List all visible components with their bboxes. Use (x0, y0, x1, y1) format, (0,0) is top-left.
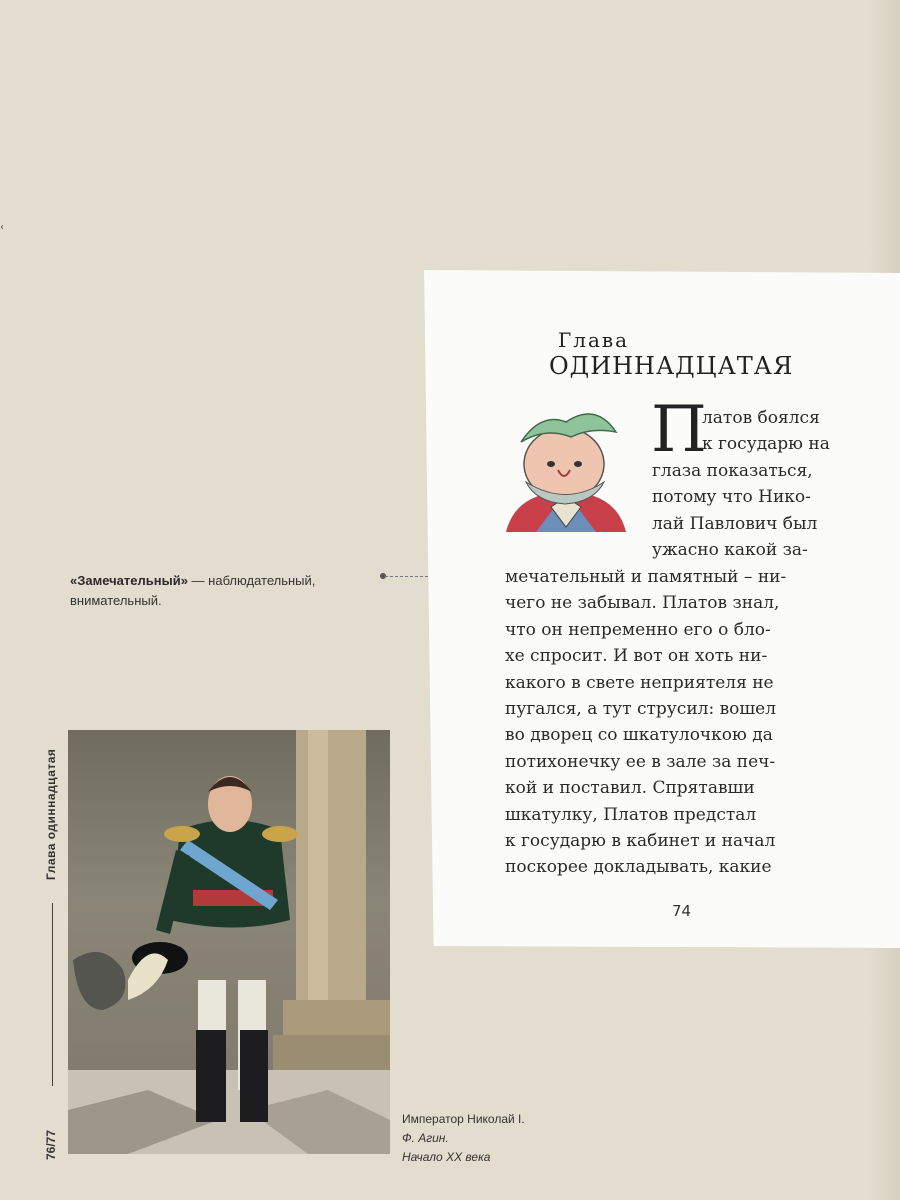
text-line: поскорее докладывать, какие (505, 857, 772, 878)
text-line: шкатулку, Платов предстал (505, 804, 757, 825)
running-head-chapter: Глава одиннадцатая (44, 748, 58, 880)
text-block-full (505, 564, 875, 881)
chapter-label: Глава (558, 328, 630, 352)
page-number: 74 (672, 902, 692, 920)
text-line: потому что Нико- (652, 487, 811, 508)
emperor-portrait (68, 730, 390, 1154)
text-line: латов боялся (702, 408, 820, 428)
text-line: потихонечку ее в зале за печ- (505, 751, 776, 772)
glossary-note (70, 571, 390, 611)
text-line: глаза показаться, (652, 461, 813, 481)
drop-cap: П (651, 393, 707, 467)
page-margin-mark: ‹ (0, 222, 4, 233)
text-line: к государю на (702, 434, 830, 454)
chapter-title: ОДИННАДЦАТАЯ (549, 352, 794, 380)
text-line: мечательный и памятный – ни- (505, 567, 787, 587)
running-head-pages: 76/77 (44, 1129, 58, 1160)
glossary-definition: — наблюдательный, внимательный. (70, 573, 316, 608)
caption-date: Начало XX века (402, 1150, 491, 1164)
caption-artist: Ф. Агин. (402, 1131, 449, 1145)
text-line: к государю в кабинет и начал (505, 831, 776, 852)
text-line: кой и поставил. Спрятавши (505, 778, 755, 799)
text-line: что он непременно его о бло- (505, 619, 771, 640)
running-head-rule (52, 903, 53, 1086)
text-line: во дворец со шкатулочкою да (505, 725, 773, 746)
text-line: лай Павлович был (652, 513, 818, 534)
text-line: какого в свете неприятеля не (505, 672, 774, 693)
text-block-beside-picture (652, 458, 817, 564)
platov-illustration (496, 412, 636, 542)
glossary-term: «Замечательный» (70, 573, 188, 588)
portrait-caption (402, 1110, 572, 1167)
text-line: пугался, а тут струсил: вошел (505, 699, 777, 720)
caption-title: Император Николай I. (402, 1112, 525, 1126)
text-line: ужасно какой за- (652, 540, 808, 561)
text-line: хе спросит. И вот он хоть ни- (505, 646, 768, 667)
text-line: чего не забывал. Платов знал, (505, 593, 780, 614)
